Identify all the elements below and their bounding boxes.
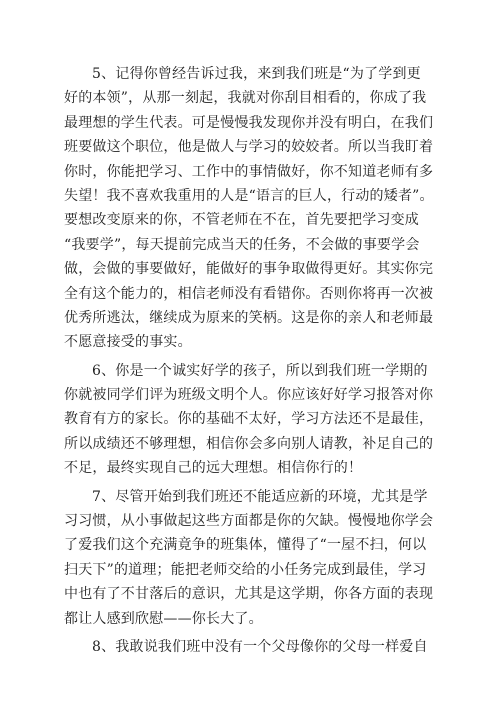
text-line: 所以成绩还不够理想，相信你会多向别人请教，补足自己的 — [64, 435, 434, 452]
text-line: 好的本领”，从那一刻起，我就对你刮目相看的，你成了我 — [64, 90, 427, 107]
text-line: 全有这个能力的，相信老师没有看错你。否则你将再一次被 — [64, 285, 434, 302]
text-line: 教育有方的家长。你的基础不太好，学习方法还不是最佳， — [64, 411, 434, 428]
text-line: 习习惯，从小事做起这些方面都是你的欠缺。慢慢地你学会 — [64, 513, 434, 530]
text-line: 你时，你能把学习、工作中的事情做好，你不知道老师有多 — [64, 163, 434, 180]
paragraph-8 — [64, 635, 436, 659]
text-line: 不愿意接受的事实。 — [64, 334, 192, 351]
text-line: 了爱我们这个充满竟争的班集体，懂得了“一屋不扫，何以 — [64, 537, 427, 554]
document-body — [64, 62, 436, 659]
text-line: “我要学”，每天提前完成当天的任务，不会做的事要学会 — [64, 236, 420, 253]
text-line: 班要做这个职位，他是做人与学习的姣姣者。所以当我盯着 — [64, 139, 434, 156]
text-line: 5、记得你曾经告诉过我，来到我们班是“为了学到更 — [92, 66, 421, 82]
text-line: 最理想的学生代表。可是慢慢我发现你并没有明白，在我们 — [64, 114, 434, 131]
text-line: 中也有了不甘落后的意识，尤其是这学期，你各方面的表现 — [64, 586, 434, 603]
text-line: 要想改变原来的你，不管老师在不在，首先要把学习变成 — [64, 212, 419, 229]
text-line: 8、我敢说我们班中没有一个父母像你的父母一样爱自 — [92, 638, 428, 655]
text-line: 7、尽管开始到我们班还不能适应新的环境，尤其是学 — [92, 488, 428, 505]
paragraph-6 — [64, 359, 436, 481]
text-line: 优秀所逃汰，继续成为原来的笑柄。这是你的亲人和老师最 — [64, 309, 434, 326]
paragraph-7 — [64, 485, 436, 631]
text-line: 做，会做的事要做好，能做好的事争取做得更好。其实你完 — [64, 261, 434, 278]
text-line: 6、你是一个诚实好学的孩子，所以到我们班一学期的 — [92, 362, 428, 379]
paragraph-5 — [64, 62, 436, 355]
text-line: 不足，最终实现自己的远大理想。相信你行的！ — [64, 460, 363, 477]
text-line: 你就被同学们评为班级文明个人。你应该好好学习报答对你 — [64, 387, 434, 404]
text-line: 扫天下”的道理；能把老师交给的小任务完成到最佳，学习 — [64, 561, 427, 578]
text-line: 都让人感到欣慰——你长大了。 — [64, 610, 263, 627]
text-line: 失望！我不喜欢我重用的人是“语言的巨人，行动的矮者”。 — [64, 187, 434, 204]
